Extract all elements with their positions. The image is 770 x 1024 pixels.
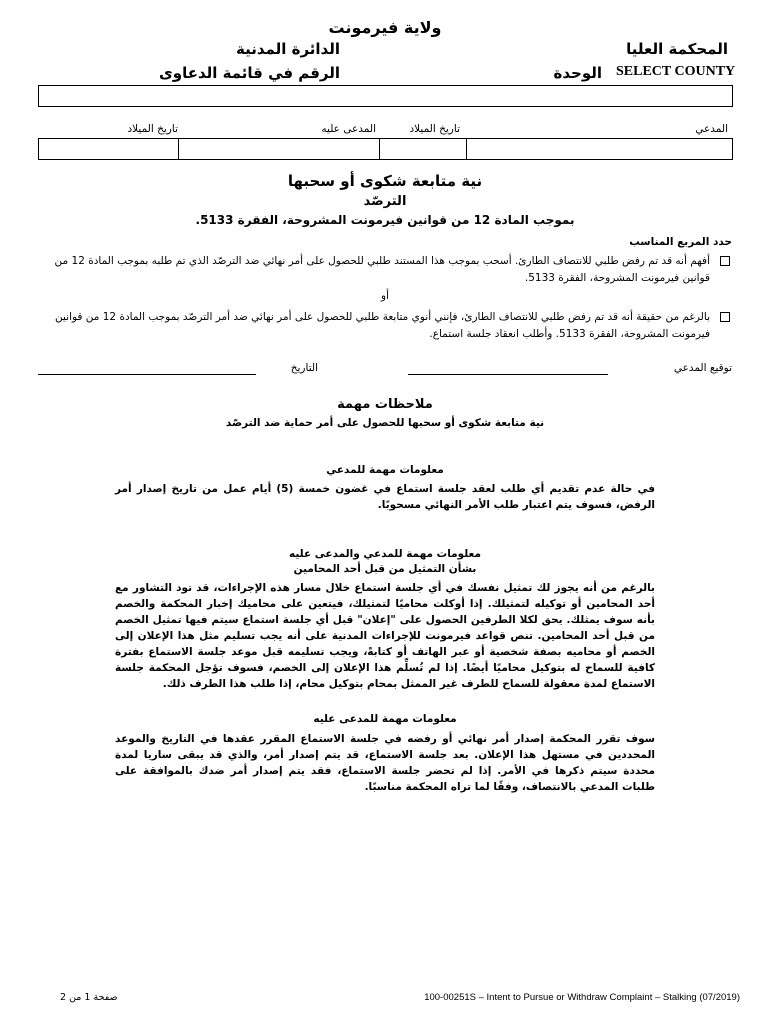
section2-title: معلومات مهمة للمدعي والمدعى عليه xyxy=(289,548,481,560)
plaintiff-label: المدعي xyxy=(695,123,728,135)
plaintiff-dob-field[interactable] xyxy=(379,138,467,160)
option1-text: أفهم أنه قد تم رفض طلبي للانتصاف الطارئ. أسحب بموجب هذا المستند طلبي للحصول على أمر نهائي ضد الترصّد الذي تم طلبه بموجب المادة 12 من قوانين فيرمونت المشروحة، الفقرة 5133. xyxy=(54,255,710,284)
section2-subtitle: بشأن التمثيل من قبل أحد المحامين xyxy=(293,563,477,575)
form-subtitle: الترصّد xyxy=(363,194,407,209)
option2-text: بالرغم من حقيقة أنه قد تم رفض طلبي للانتصاف الطارئ، فإنني أنوي متابعة طلبي للحصول على أمر نهائي ضد أمر الترصّد بموجب المادة 12 من قوانين فيرمونت المشروحة، الفقرة 5133. وأطلب انعقاد جلسة استماع. xyxy=(54,311,710,340)
section3-text: سوف تقرر المحكمة إصدار أمر نهائي أو رفضه في جلسة الاستماع المقرر عقدها في التاريخ والموعد المحددين في مستهل هذا الإعلان. بعد جلسة الاستماع، قد يتم إصدار أمر، والذي قد يبقى ساريا لمدة محددة سيتم ذكرها في الأمر. إذا لم تحضر جلسة الاستماع، فقد يتم إصدار أمر ضدك بالموافقة على طلبات المدعي بالانتصاف، وفقًا لما تراه المحكمة مناسبًا. xyxy=(115,733,655,793)
option2-checkbox[interactable] xyxy=(720,312,730,322)
defendant-dob-label: تاريخ الميلاد xyxy=(127,123,178,135)
county-select[interactable]: SELECT COUNTY xyxy=(616,64,736,79)
defendant-dob-field[interactable] xyxy=(38,138,179,160)
statute-reference: بموجب المادة 12 من قوانين فيرمونت المشروحة، الفقرة 5133. xyxy=(195,213,575,227)
notes-heading: ملاحظات مهمة xyxy=(337,397,433,412)
court-name: المحكمة العليا xyxy=(626,40,728,58)
option1-checkbox[interactable] xyxy=(720,256,730,266)
signature-line[interactable] xyxy=(408,374,608,375)
form-title: نية متابعة شكوى أو سحبها xyxy=(287,172,483,190)
section2-text: بالرغم من أنه يجوز لك تمثيل نفسك في أي جلسة استماع خلال مسار هذه الإجراءات، قد تود التشاور مع أحد المحامين أو توكيله لتمثيلك. إذا أوكلت محاميًا لتمثيلك، فيتعين على محاميك إخبار المحكمة والخصم بأنه سوف يمثلك. يحق لكلا الطرفين الحصول على "إعلان" قبل أي جلسة استماع سيتم فيها تمثيل الخصم من قبل أحد المحامين. تنص قواعد فيرمونت للإجراءات المدنية على أنه يجب تسليم مثل هذا الإعلان إلى الخصم أو محاميه بصفة شخصية أو عبر الهاتف أو كتابةً، ويجب تسليمه قبل موعد جلسة الاستماع بفترة كافية للسماح له بتوكيل محاميًا أيضًا. إذا لم تُسلِّم هذا الإعلان إلى الخصم، فسوف تؤجل المحكمة جلسة الاستماع لمدة معقولة للسماح للطرف غير الممثل بمحام بتوكيل محام، إذا طلب هذا الطرف ذلك. xyxy=(115,582,655,690)
date-label: التاريخ xyxy=(290,362,318,374)
section3-title: معلومات مهمة للمدعى عليه xyxy=(313,713,457,725)
state-title: ولاية فيرمونت xyxy=(328,18,442,37)
plaintiff-field[interactable] xyxy=(466,138,733,160)
or-label: أو xyxy=(381,290,389,302)
section1-text: في حالة عدم تقديم أي طلب لعقد جلسة استماع في غضون خمسة (5) أيام عمل من تاريخ إصدار أمر الرفض، فسوف يتم اعتبار طلب الأمر النهائي مسحوبًا. xyxy=(115,483,655,511)
page-number: صفحة 1 من 2 xyxy=(60,992,118,1003)
date-line[interactable] xyxy=(38,374,256,375)
defendant-field[interactable] xyxy=(178,138,380,160)
signature-label: توقيع المدعي xyxy=(673,362,732,374)
form-identifier: 100-00251S – Intent to Pursue or Withdraw Complaint – Stalking (07/2019) xyxy=(424,992,740,1003)
docket-number-label: الرقم في قائمة الدعاوى xyxy=(159,64,340,82)
division-name: الدائرة المدنية xyxy=(236,40,340,58)
unit-label: الوحدة xyxy=(553,64,602,82)
instruction-text: حدد المربع المناسب xyxy=(629,236,732,248)
docket-number-field[interactable] xyxy=(38,85,733,107)
notes-subheading: نية متابعة شكوى أو سحبها للحصول على أمر حماية ضد الترصّد xyxy=(225,417,545,429)
defendant-label: المدعى عليه xyxy=(321,123,376,135)
plaintiff-dob-label: تاريخ الميلاد xyxy=(409,123,460,135)
section1-title: معلومات مهمة للمدعي xyxy=(326,464,444,476)
